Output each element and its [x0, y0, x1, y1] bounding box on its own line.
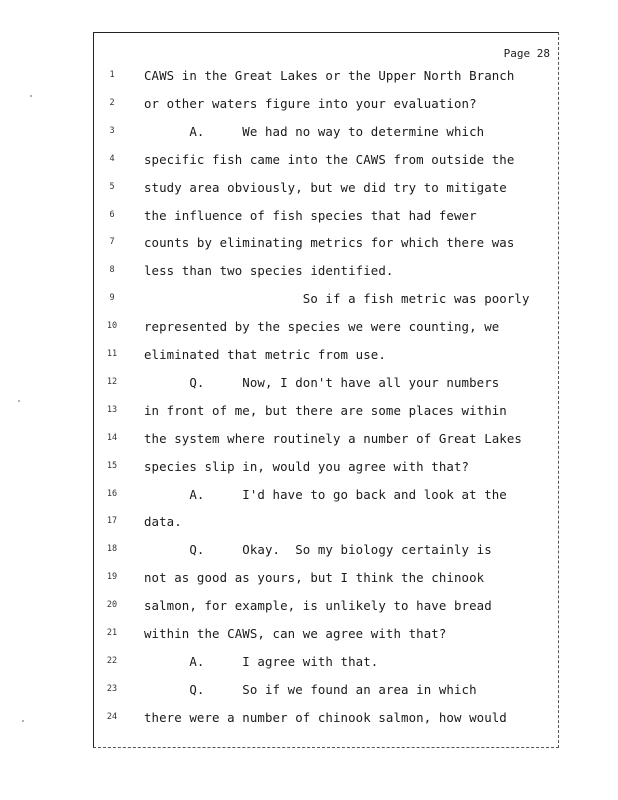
line-text: less than two species identified. — [144, 263, 394, 279]
line-text: A. We had no way to determine which — [144, 123, 485, 139]
line-text: counts by eliminating metrics for which there was — [144, 235, 515, 251]
transcript-line — [94, 208, 560, 228]
line-text: Q. Okay. So my biology certainly is — [144, 542, 492, 558]
scan-speck — [18, 400, 20, 402]
line-number: 9 — [109, 293, 115, 304]
scan-speck — [30, 95, 32, 97]
line-number: 2 — [109, 97, 115, 108]
line-number: 18 — [106, 544, 118, 555]
line-number: 8 — [109, 265, 115, 276]
transcript-line — [94, 124, 560, 144]
transcript-line — [94, 152, 560, 172]
line-text: Q. So if we found an area in which — [144, 681, 477, 697]
line-text: salmon, for example, is unlikely to have bread — [144, 598, 492, 614]
transcript-line — [94, 570, 560, 590]
line-text: data. — [144, 514, 182, 530]
transcript-line — [94, 654, 560, 674]
line-text: in front of me, but there are some places within — [144, 402, 507, 418]
line-text: or other waters figure into your evaluation? — [144, 95, 477, 111]
transcript-line — [94, 347, 560, 367]
line-text: So if a fish metric was poorly — [144, 291, 530, 307]
line-text: A. I'd have to go back and look at the — [144, 486, 507, 502]
line-number: 7 — [109, 237, 115, 248]
line-number: 23 — [106, 683, 118, 694]
transcript-line — [94, 68, 560, 88]
transcript-line — [94, 319, 560, 339]
line-number: 20 — [106, 600, 118, 611]
transcript-line — [94, 514, 560, 534]
transcript-line — [94, 431, 560, 451]
line-number: 16 — [106, 488, 118, 499]
line-number: 11 — [106, 349, 118, 359]
line-number: 5 — [109, 181, 115, 192]
line-text: study area obviously, but we did try to mitigate — [144, 179, 507, 195]
page-number: Page 28 — [503, 47, 550, 60]
line-number: 12 — [106, 376, 118, 387]
transcript-line — [94, 598, 560, 618]
transcript-line — [94, 375, 560, 395]
line-number: 4 — [109, 153, 115, 164]
line-text: the system where routinely a number of Great Lakes — [144, 430, 522, 446]
line-text: A. I agree with that. — [144, 653, 379, 669]
line-number: 24 — [106, 711, 118, 722]
transcript-line — [94, 96, 560, 116]
line-number: 19 — [106, 572, 118, 583]
transcript-line — [94, 626, 560, 646]
line-number: 6 — [109, 209, 115, 220]
transcript-line — [94, 682, 560, 702]
line-text: the influence of fish species that had fewer — [144, 207, 477, 223]
line-number: 21 — [106, 628, 118, 638]
line-number: 14 — [106, 432, 118, 443]
line-text: represented by the species we were counting, we — [144, 319, 500, 335]
line-text: not as good as yours, but I think the chinook — [144, 570, 485, 586]
transcript-line — [94, 487, 560, 507]
line-number: 15 — [106, 460, 118, 471]
line-text: specific fish came into the CAWS from outside the — [144, 151, 515, 167]
line-number: 3 — [109, 125, 115, 136]
line-number: 13 — [106, 404, 118, 415]
transcript-line — [94, 180, 560, 200]
transcript-page — [93, 32, 559, 748]
line-text: eliminated that metric from use. — [144, 347, 386, 362]
line-text: there were a number of chinook salmon, how would — [144, 709, 507, 725]
line-number: 17 — [106, 516, 118, 527]
scan-speck — [22, 720, 24, 722]
transcript-line — [94, 263, 560, 283]
line-number: 22 — [106, 655, 118, 666]
line-text: within the CAWS, can we agree with that? — [144, 626, 447, 641]
transcript-line — [94, 291, 560, 311]
transcript-line — [94, 459, 560, 479]
transcript-line — [94, 542, 560, 562]
line-text: CAWS in the Great Lakes or the Upper North Branch — [144, 68, 515, 83]
line-number: 10 — [106, 321, 118, 332]
transcript-line — [94, 710, 560, 730]
transcript-line — [94, 403, 560, 423]
line-text: Q. Now, I don't have all your numbers — [144, 374, 500, 390]
line-number: 1 — [109, 70, 115, 80]
transcript-line — [94, 235, 560, 255]
line-text: species slip in, would you agree with that? — [144, 458, 470, 474]
